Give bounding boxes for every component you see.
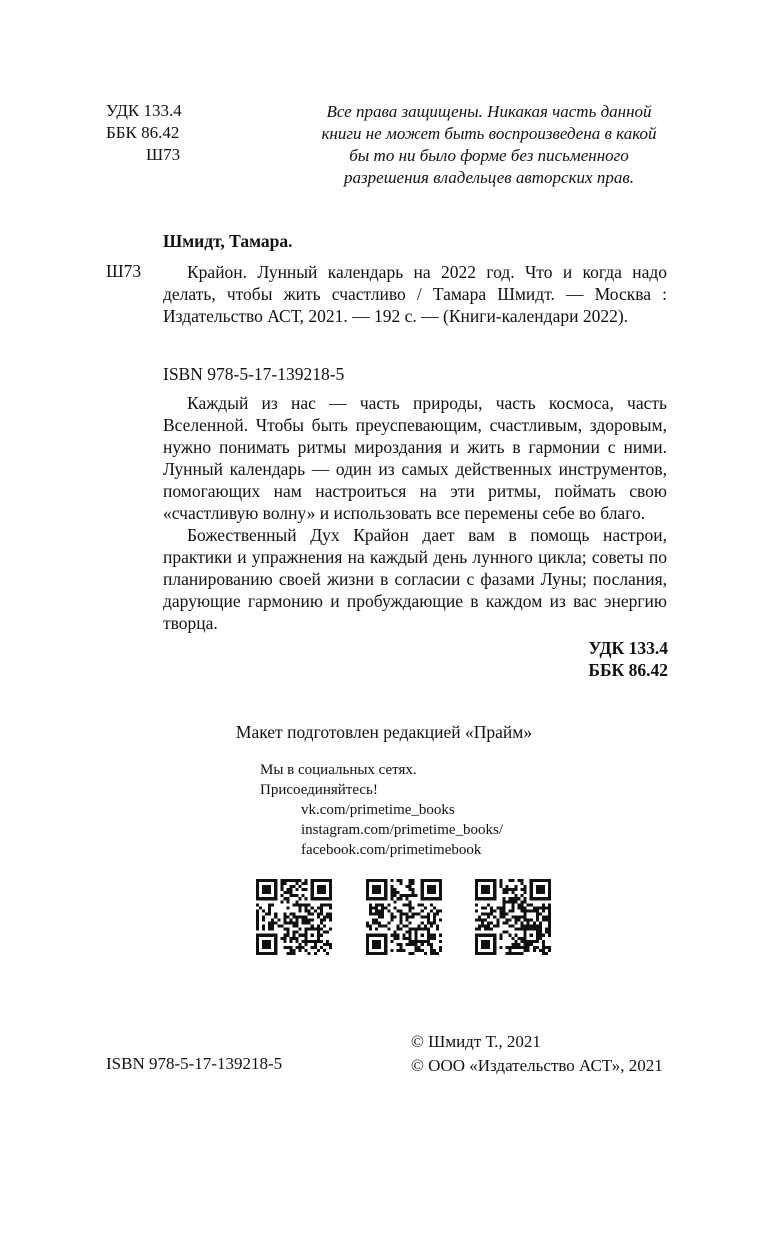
isbn-bottom: ISBN 978-5-17-139218-5 <box>106 1054 283 1073</box>
qr-code-icon[interactable] <box>366 879 442 955</box>
abstract <box>163 392 667 634</box>
qr-code-icon[interactable] <box>475 879 551 955</box>
classification-block <box>106 100 182 166</box>
social-block <box>260 760 503 860</box>
social-link-vk[interactable]: vk.com/primetime_books <box>301 802 455 818</box>
author-heading: Шмидт, Тамара. <box>163 231 293 251</box>
social-link-instagram[interactable]: instagram.com/primetime_books/ <box>301 822 504 838</box>
maket-note: Макет подготовлен редакцией «Прайм» <box>235 722 533 742</box>
author-code: Ш73 <box>106 261 142 281</box>
social-link-facebook[interactable]: facebook.com/primetimebook <box>301 842 482 858</box>
udk-code: УДК 133.4 <box>106 101 182 120</box>
author-sign: Ш73 <box>146 145 181 164</box>
social-heading: Мы в социальных сетях. <box>260 762 417 778</box>
rights-notice: Все права защищены. Никакая часть данной книги не может быть воспроизведена в какой бы то ни было форме без письменного разрешения владельцев авторских прав. <box>321 102 657 187</box>
copyright-publisher: © ООО «Издательство АСТ», 2021 <box>411 1056 663 1075</box>
classification-bottom <box>588 637 668 681</box>
social-invite: Присоединяйтесь! <box>260 782 378 798</box>
bbk-code: ББК 86.42 <box>106 123 180 142</box>
bibliographic-description: Крайон. Лунный календарь на 2022 год. Что и когда надо делать, чтобы жить счастливо / Тамара Шмидт. — Москва : Издательство АСТ, 2021. — 192 с. — (Книги-календари 2022). <box>163 262 667 326</box>
abstract-paragraph: Каждый из нас — часть природы, часть космоса, часть Вселенной. Чтобы быть преуспевающим, счастливым, здоровым, нужно понимать ритмы мироздания и жить в гармонии с ними. Лунный календарь — один из самых действенных инструментов, помогающих нам настроиться на эти ритмы, поймать свою «счастливую волну» и использовать все перемены себе во благо. <box>163 393 667 523</box>
udk-code-bottom: УДК 133.4 <box>588 638 668 658</box>
bbk-code-bottom: ББК 86.42 <box>588 660 668 680</box>
copyright-author: © Шмидт Т., 2021 <box>411 1032 541 1051</box>
abstract-paragraph: Божественный Дух Крайон дает вам в помощь настрои, практики и упражнения на каждый день лунного цикла; советы по планированию своей жизни в согласии с фазами Луны; послания, дарующие гармонию и пробуждающие в каждом из вас энергию творца. <box>163 525 667 633</box>
qr-code-icon[interactable] <box>256 879 332 955</box>
copyright-block <box>411 1030 663 1078</box>
isbn: ISBN 978-5-17-139218-5 <box>163 364 345 384</box>
